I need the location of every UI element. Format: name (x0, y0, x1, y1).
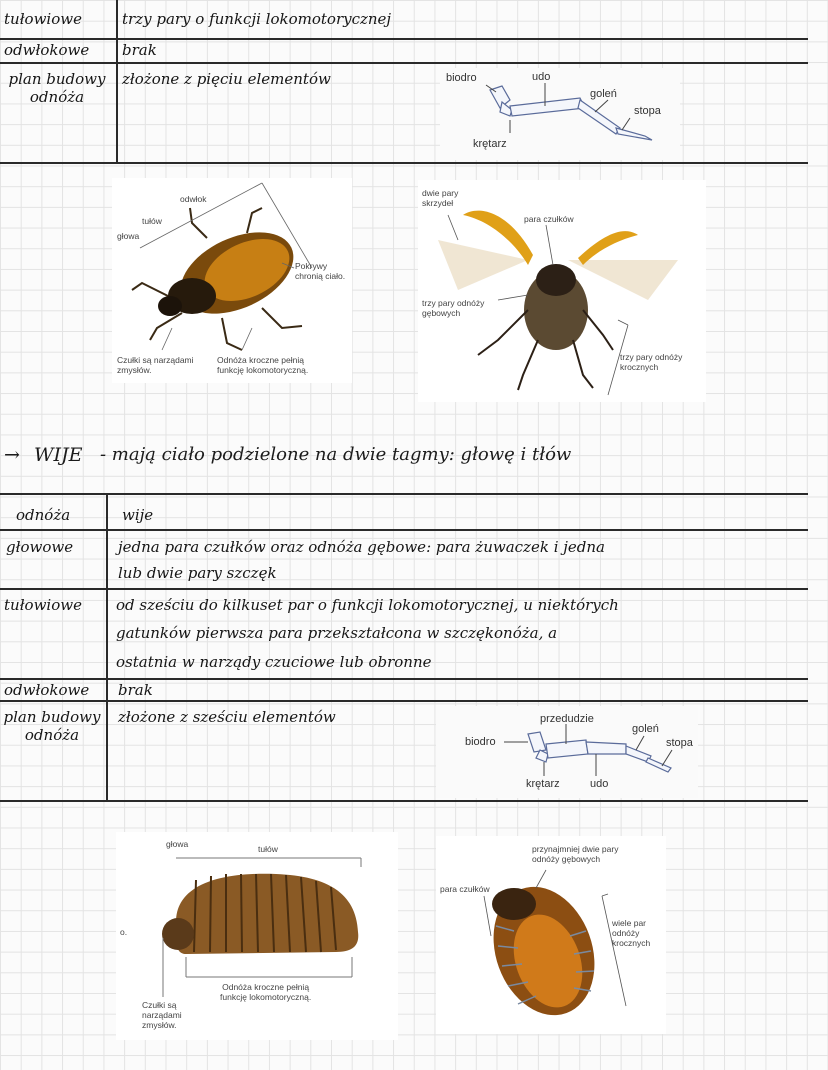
table-line (0, 162, 808, 164)
row-value-abdomen-wije: brak (118, 681, 153, 699)
header-value: wije (122, 506, 154, 524)
label-glowa-millipede: głowa (166, 839, 189, 849)
row-value-leg-plan-wije: złożone z sześciu elementów (118, 708, 336, 726)
label-kroczne-millipede: wiele par odnóży krocznych (612, 918, 651, 948)
table-line (0, 529, 808, 531)
row-label-abdomen-wije: odwłokowe (4, 681, 90, 699)
label-udo: udo (532, 71, 551, 83)
label-tulow: tułów (142, 216, 162, 226)
beetle-photo (112, 178, 352, 383)
row-label-leg-plan-wije: plan budowy odnóża (3, 708, 101, 744)
flying-beetle-photo (418, 180, 706, 402)
label-biodro: biodro (446, 72, 477, 84)
label-kroczne: trzy pary odnóży krocznych (620, 352, 683, 372)
label-odwlok: odwłok (180, 194, 207, 204)
label-glowa: głowa (117, 231, 140, 241)
table-line (0, 62, 808, 64)
label-kretarz-wije: krętarz (526, 778, 560, 790)
label-stopa-wije: stopa (666, 737, 693, 749)
heading-text: - mają ciało podzielone na dwie tagmy: głowę i tłów (100, 444, 572, 465)
millipede-photo-2 (436, 836, 666, 1034)
label-czulki-flying: para czułków (524, 214, 574, 224)
label-gebowe: trzy pary odnóży gębowych (422, 298, 485, 318)
table-line (0, 800, 808, 802)
row-label-leg-plan: plan budowy odnóża (8, 70, 106, 106)
label-golen-wije: goleń (632, 723, 659, 735)
insect-leg-diagram (440, 68, 680, 160)
label-czulki-millipede-2: para czułków (440, 884, 490, 894)
millipede-photo-1 (116, 832, 398, 1040)
label-stopa: stopa (634, 105, 661, 117)
label-tulow-millipede: tułów (258, 844, 278, 854)
table-line (0, 678, 808, 680)
label-gebowe-millipede: przynajmniej dwie pary odnóży gębowych (532, 844, 619, 864)
label-skrzydla: dwie pary skrzydeł (422, 188, 459, 208)
row-label-head: głowowe (6, 538, 74, 556)
row-value-thorax-line2: gatunków pierwsza para przekształcona w szczękonóża, a (116, 624, 558, 642)
row-value-head-line1: jedna para czułków oraz odnóża gębowe: para żuwaczek i jedna (118, 538, 605, 556)
label-czulki: Czułki są narządami zmysłów. (117, 355, 194, 375)
table-divider (106, 493, 108, 800)
row-value-thorax-line3: ostatnia w narządy czuciowe lub obronne (116, 653, 432, 671)
label-mark: o. (120, 927, 128, 937)
label-udo-wije: udo (590, 778, 609, 790)
label-odnoza-millipede: Odnóża kroczne pełnią funkcję lokomotoryczną. (220, 982, 312, 1002)
table-line (0, 38, 808, 40)
row-label-thorax-wije: tułowiowe (4, 596, 82, 614)
row-label-thorax: tułowiowe (4, 10, 82, 28)
label-pokrywy: Pokrywy chronią ciało. (295, 261, 346, 281)
row-value-thorax-line1: od sześciu do kilkuset par o funkcji lokomotorycznej, u niektórych (116, 596, 619, 614)
label-przedudzie: przedudzie (540, 713, 594, 725)
heading-title: WIJE (34, 444, 83, 466)
row-value-head-line2: lub dwie pary szczęk (118, 564, 277, 582)
label-kretarz: krętarz (473, 138, 507, 150)
row-value-thorax: trzy pary o funkcji lokomotorycznej (122, 10, 392, 28)
row-value-leg-plan: złożone z pięciu elementów (122, 70, 331, 88)
table-line (0, 493, 808, 495)
label-biodro-wije: biodro (465, 736, 496, 748)
table-line (0, 700, 808, 702)
label-odnoza: Odnóża kroczne pełnią funkcję lokomotoryczną. (217, 355, 309, 375)
table-line (0, 588, 808, 590)
label-czulki-millipede: Czułki są narządami zmysłów. (142, 1000, 182, 1030)
header-label: odnóża (16, 506, 71, 524)
table-divider (116, 0, 118, 162)
heading-arrow: → (4, 444, 20, 466)
row-value-abdomen: brak (122, 41, 157, 59)
row-label-abdomen: odwłokowe (4, 41, 90, 59)
label-golen: goleń (590, 88, 617, 100)
wije-leg-diagram (436, 706, 698, 798)
